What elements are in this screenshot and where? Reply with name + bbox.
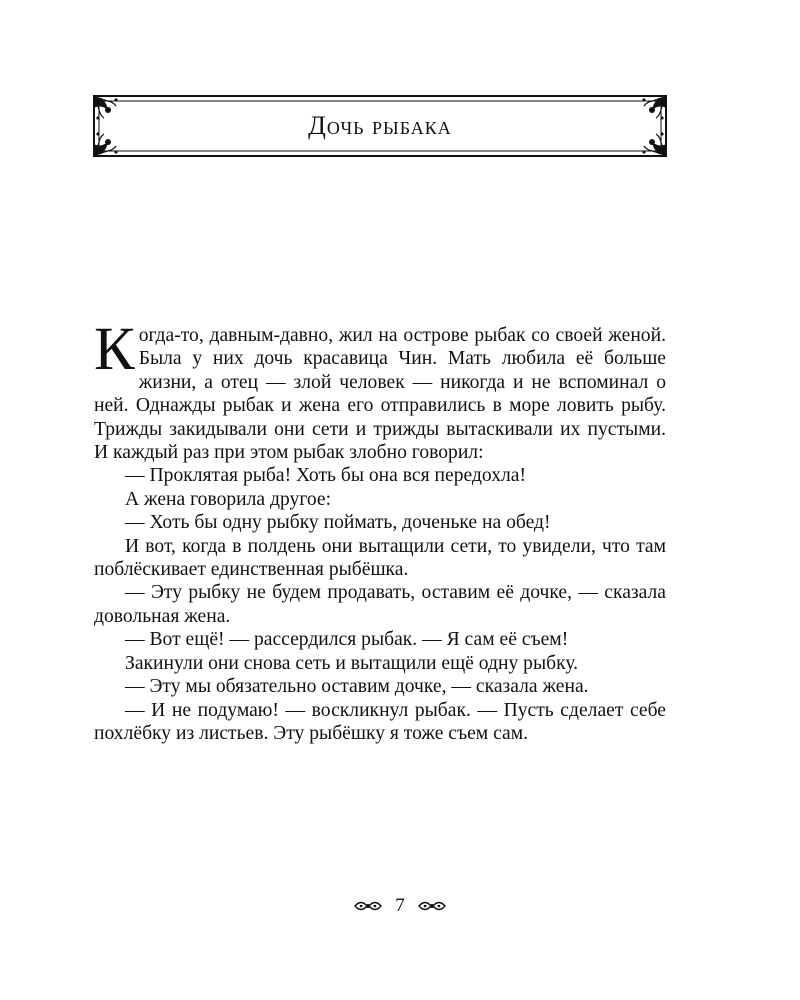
- paragraph: — Эту мы обязательно оставим дочке, — сказала жена.: [125, 676, 589, 698]
- chapter-header-frame: [92, 94, 668, 158]
- page-footer: [0, 893, 800, 919]
- paragraph: [94, 316, 666, 464]
- drop-cap-letter: К: [94, 316, 135, 383]
- chapter-title: Дочь рыбака: [308, 111, 452, 140]
- page-number: 7: [395, 895, 405, 916]
- paragraph: И вот, когда в полдень они вытащили сети, то увидели, что там поблёскивает единственная рыбёшка.: [94, 535, 666, 581]
- paragraph: — И не подумаю! — воскликнул рыбак. — Пусть сделает себе похлёбку из листьев. Эту рыбёшку я тоже съем сам.: [94, 699, 666, 744]
- story-text: [94, 316, 666, 745]
- paragraph: — Проклятая рыба! Хоть бы она вся передохла!: [125, 465, 527, 487]
- paragraph: Закинули они снова сеть и вытащили ещё одну рыбку.: [125, 652, 579, 674]
- paragraph: — Вот ещё! — рассердился рыбак. — Я сам её съем!: [125, 629, 569, 651]
- paragraph: — Хоть бы одну рыбку поймать, доченьке на обед!: [125, 512, 551, 534]
- page-ornament-icon: [353, 898, 383, 914]
- paragraph-text: огда-то, давным-давно, жил на острове рыбак со своей женой. Была у них дочь красавица Чин. Мать любила её больше жизни, а отец — злой человек — никогда и не вспоминал о ней. Однажды рыбак и жена его отправились в море ловить рыбу. Трижды закидывали они сети и трижды вытаскивали их пустыми. И каждый раз при этом рыбак злобно говорил:: [94, 325, 666, 464]
- paragraph: А жена говорила другое:: [125, 488, 332, 510]
- paragraph: — Эту рыбку не будем продавать, оставим её дочке, — сказала довольная жена.: [94, 582, 666, 627]
- page-ornament-icon: [417, 898, 447, 914]
